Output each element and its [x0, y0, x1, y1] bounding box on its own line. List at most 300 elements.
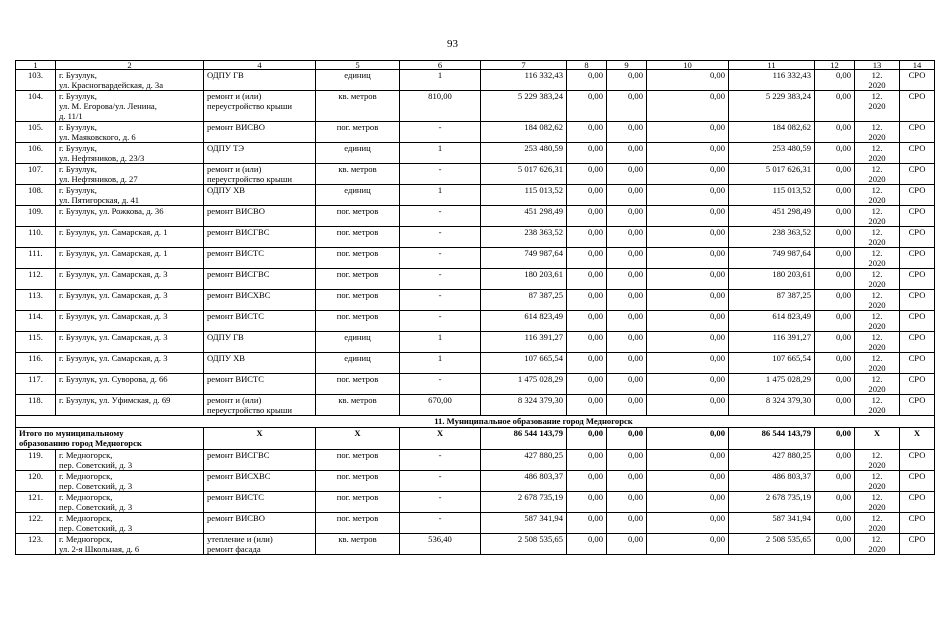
row-number-text: 119.: [28, 450, 43, 460]
address-cell-text: г. Медногорск,: [59, 471, 113, 481]
work-type-cell: [204, 290, 316, 311]
row-number: [16, 513, 56, 534]
work-type-cell-text: утепление и (или): [207, 534, 273, 544]
quantity-cell-text: -: [438, 311, 442, 321]
total-cost-cell-text: 180 203,61: [524, 269, 563, 279]
cost-col12-cell: [815, 311, 855, 332]
cost-col9-cell-text: 0,00: [627, 185, 643, 195]
total-source: [900, 428, 935, 450]
work-type-cell-text: ремонт ВИСВО: [207, 206, 265, 216]
address-cell-text: пер. Советский, д. 3: [59, 502, 133, 512]
total-col12: [815, 428, 855, 450]
deadline-cell: [855, 122, 900, 143]
address-cell-text: г. Бузулук, ул. Самарская, д. 1: [59, 248, 168, 258]
total-cost-cell-text: 2 678 735,19: [517, 492, 563, 502]
quantity-cell-text: -: [438, 206, 442, 216]
cost-col9-cell: [607, 534, 647, 555]
address-cell: [56, 513, 204, 534]
cost-col9-cell: [607, 395, 647, 416]
cost-col8-cell: [567, 492, 607, 513]
deadline-cell: [855, 269, 900, 290]
row-number-text: 123.: [27, 534, 44, 544]
cost-col9-cell: [607, 290, 647, 311]
cost-col11-cell: [729, 374, 815, 395]
total-cost-cell: [481, 513, 567, 534]
cost-col9-cell-text: 0,00: [627, 374, 643, 384]
cost-col9-cell: [607, 122, 647, 143]
deadline-cell-text: 2020: [868, 101, 886, 111]
cost-col11-cell: [729, 91, 815, 122]
cost-col9-cell-text: 0,00: [627, 227, 643, 237]
cost-col10-cell: [647, 332, 729, 353]
cost-col12-cell: [815, 269, 855, 290]
cost-col11-cell: [729, 450, 815, 471]
table-row: [16, 311, 935, 332]
cost-col12-cell-text: 0,00: [835, 269, 851, 279]
unit-cell-text: единиц: [344, 185, 371, 195]
quantity-cell: [400, 492, 481, 513]
quantity-cell: [400, 534, 481, 555]
work-type-cell-text: ОДПУ ХВ: [207, 353, 246, 363]
unit-cell: [316, 227, 400, 248]
work-type-cell-text: ОДПУ ГВ: [207, 332, 244, 342]
funding-source-cell: [900, 164, 935, 185]
col-header: 9: [607, 61, 647, 70]
cost-col10-cell-text: 0,00: [709, 513, 725, 523]
cost-col11-cell-text: 1 475 028,29: [765, 374, 811, 384]
col-header: 14: [900, 61, 935, 70]
address-cell: [56, 374, 204, 395]
cost-col8-cell-text: 0,00: [587, 332, 603, 342]
cost-col8-cell-text: 0,00: [587, 492, 603, 502]
unit-cell-text: пог. метров: [336, 206, 379, 216]
total-label-text: Итого по муниципальному: [19, 428, 124, 438]
funding-source-cell-text: СРО: [908, 311, 926, 321]
address-cell-text: д. 11/1: [59, 111, 83, 121]
table-row: [16, 164, 935, 185]
cost-col9-cell: [607, 374, 647, 395]
cost-col8-cell-text: 0,00: [587, 164, 603, 174]
address-cell-text: г. Медногорск,: [59, 513, 113, 523]
cost-col8-cell: [567, 185, 607, 206]
section-header-row: [16, 416, 935, 428]
cost-col10-cell: [647, 492, 729, 513]
cost-col10-cell-text: 0,00: [709, 450, 725, 460]
cost-col9-cell: [607, 164, 647, 185]
total-label: [16, 428, 204, 450]
cost-col9-cell-text: 0,00: [627, 450, 643, 460]
address-cell: [56, 492, 204, 513]
row-number: [16, 290, 56, 311]
total-cost-cell-text: 107 665,54: [524, 353, 563, 363]
total-sum: [481, 428, 567, 450]
cost-col9-cell: [607, 492, 647, 513]
deadline-cell: [855, 471, 900, 492]
col-header: 7: [481, 61, 567, 70]
cost-col10-cell: [647, 206, 729, 227]
cost-col9-cell: [607, 91, 647, 122]
work-type-cell-text: ремонт ВИСВО: [207, 122, 265, 132]
address-cell-text: г. Бузулук, ул. Самарская, д. 3: [59, 290, 168, 300]
funding-source-cell: [900, 122, 935, 143]
cost-col10-cell: [647, 122, 729, 143]
total-cost-cell: [481, 311, 567, 332]
cost-col11-cell: [729, 70, 815, 91]
cost-col10-cell-text: 0,00: [709, 185, 725, 195]
cost-col10-cell-text: 0,00: [709, 143, 725, 153]
table-row: [16, 534, 935, 555]
cost-col10-cell-text: 0,00: [709, 311, 725, 321]
funding-source-cell-text: СРО: [908, 143, 926, 153]
cost-col9-cell: [607, 450, 647, 471]
work-type-cell-text: ремонт и (или): [207, 395, 262, 405]
row-number-text: 115.: [28, 332, 43, 342]
total-cost-cell-text: 116 391,27: [524, 332, 563, 342]
unit-cell: [316, 248, 400, 269]
address-cell-text: г. Бузулук, ул. Самарская, д. 1: [59, 227, 168, 237]
work-type-cell: [204, 269, 316, 290]
total-cost-cell-text: 253 480,59: [524, 143, 563, 153]
row-number-text: 110.: [28, 227, 43, 237]
deadline-cell: [855, 143, 900, 164]
quantity-cell-text: 810,00: [428, 91, 452, 101]
deadline-cell: [855, 534, 900, 555]
table-row: [16, 122, 935, 143]
address-cell: [56, 122, 204, 143]
cost-col9-cell-text: 0,00: [627, 269, 643, 279]
address-cell: [56, 143, 204, 164]
cost-col9-cell-text: 0,00: [627, 534, 643, 544]
total-cost-cell: [481, 206, 567, 227]
total-cost-cell: [481, 332, 567, 353]
row-number-text: 109.: [27, 206, 44, 216]
table-row: [16, 353, 935, 374]
cost-col8-cell-text: 0,00: [587, 122, 603, 132]
col-header: 12: [815, 61, 855, 70]
cost-col9-cell: [607, 248, 647, 269]
deadline-cell: [855, 353, 900, 374]
funding-source-cell: [900, 290, 935, 311]
work-type-cell-text: ремонт ВИСГВС: [207, 227, 270, 237]
cost-col10-cell-text: 0,00: [709, 122, 725, 132]
work-type-cell-text: ремонт фасада: [207, 544, 261, 554]
total-cost-cell: [481, 374, 567, 395]
address-cell: [56, 164, 204, 185]
page-number: 93: [447, 38, 458, 50]
cost-col8-cell-text: 0,00: [587, 290, 603, 300]
cost-col9-cell: [607, 70, 647, 91]
total-label-text: образованию город Медногорск: [19, 438, 142, 448]
work-type-cell: [204, 374, 316, 395]
row-number: [16, 332, 56, 353]
quantity-cell: [400, 164, 481, 185]
cost-col8-cell: [567, 91, 607, 122]
total-cost-cell: [481, 122, 567, 143]
deadline-cell-text: 2020: [868, 363, 886, 373]
cost-col10-cell: [647, 450, 729, 471]
cost-col8-cell-text: 0,00: [587, 143, 603, 153]
row-number: [16, 185, 56, 206]
cost-col10-cell: [647, 395, 729, 416]
deadline-cell-text: 2020: [868, 342, 886, 352]
cost-col12-cell: [815, 91, 855, 122]
cost-col9-cell-text: 0,00: [627, 311, 643, 321]
cost-col12-cell: [815, 513, 855, 534]
cost-col8-cell-text: 0,00: [587, 206, 603, 216]
table-row: [16, 492, 935, 513]
address-cell-text: ул. Нефтяников, д. 27: [59, 174, 138, 184]
row-number-text: 117.: [28, 374, 43, 384]
cost-col10-cell-text: 0,00: [709, 248, 725, 258]
row-number: [16, 492, 56, 513]
cost-col8-cell: [567, 70, 607, 91]
cost-col11-cell-text: 107 665,54: [772, 353, 811, 363]
table-row: [16, 290, 935, 311]
total-cost-cell-text: 749 987,64: [524, 248, 563, 258]
quantity-cell-text: 670,00: [428, 395, 452, 405]
deadline-cell-text: 12.: [871, 164, 883, 174]
work-type-cell: [204, 70, 316, 91]
unit-cell-text: единиц: [344, 332, 371, 342]
deadline-cell: [855, 374, 900, 395]
unit-cell: [316, 164, 400, 185]
total-cost-cell-text: 238 363,52: [524, 227, 563, 237]
total-unit-text: X: [354, 428, 361, 438]
cost-col8-cell-text: 0,00: [587, 513, 603, 523]
cost-col9-cell-text: 0,00: [627, 353, 643, 363]
deadline-cell-text: 2020: [868, 460, 886, 470]
funding-source-cell: [900, 395, 935, 416]
deadline-cell-text: 12.: [871, 143, 883, 153]
cost-col11-cell: [729, 534, 815, 555]
deadline-cell: [855, 164, 900, 185]
table-row: [16, 143, 935, 164]
quantity-cell-text: -: [438, 492, 442, 502]
cost-col10-cell-text: 0,00: [709, 353, 725, 363]
funding-source-cell: [900, 471, 935, 492]
cost-col9-cell-text: 0,00: [627, 332, 643, 342]
total-cost-cell-text: 115 013,52: [524, 185, 563, 195]
address-cell-text: г. Медногорск,: [59, 534, 113, 544]
total-sum-text: 86 544 143,79: [513, 428, 563, 438]
address-cell-text: г. Бузулук, ул. Суворова, д. 66: [59, 374, 168, 384]
cost-col8-cell: [567, 248, 607, 269]
cost-col9-cell-text: 0,00: [627, 122, 643, 132]
row-number: [16, 269, 56, 290]
cost-col10-cell-text: 0,00: [709, 91, 725, 101]
cost-col12-cell-text: 0,00: [835, 332, 851, 342]
address-cell-text: г. Бузулук, ул. Самарская, д. 3: [59, 332, 168, 342]
total-qty-text: X: [436, 428, 444, 438]
quantity-cell: [400, 471, 481, 492]
address-cell-text: г. Медногорск,: [59, 492, 113, 502]
cost-col8-cell-text: 0,00: [587, 227, 603, 237]
deadline-cell-text: 12.: [871, 374, 883, 384]
work-type-cell: [204, 471, 316, 492]
total-col8: [567, 428, 607, 450]
col-header: 1: [16, 61, 56, 70]
funding-source-cell-text: СРО: [908, 164, 926, 174]
cost-col8-cell-text: 0,00: [587, 269, 603, 279]
address-cell: [56, 227, 204, 248]
total-cost-cell-text: 1 475 028,29: [517, 374, 563, 384]
work-type-cell: [204, 248, 316, 269]
address-cell-text: г. Бузулук, ул. Самарская, д. 3: [59, 353, 168, 363]
address-cell-text: г. Бузулук,: [59, 164, 97, 174]
cost-col8-cell-text: 0,00: [587, 374, 603, 384]
address-cell-text: пер. Советский, д. 3: [59, 523, 133, 533]
col-header: 5: [316, 61, 400, 70]
quantity-cell-text: -: [438, 513, 442, 523]
cost-col10-cell: [647, 185, 729, 206]
funding-source-cell-text: СРО: [908, 122, 926, 132]
funding-source-cell-text: СРО: [908, 513, 926, 523]
cost-col8-cell-text: 0,00: [587, 185, 603, 195]
funding-source-cell-text: СРО: [908, 185, 926, 195]
cost-col12-cell-text: 0,00: [835, 185, 851, 195]
funding-source-cell-text: СРО: [908, 450, 926, 460]
cost-col10-cell-text: 0,00: [709, 374, 725, 384]
quantity-cell-text: 1: [437, 70, 443, 80]
deadline-cell-text: 12.: [871, 248, 883, 258]
quantity-cell-text: -: [438, 450, 442, 460]
cost-col9-cell: [607, 227, 647, 248]
table-row: [16, 471, 935, 492]
total-deadline-text: X: [873, 428, 881, 438]
funding-source-cell-text: СРО: [908, 91, 926, 101]
deadline-cell: [855, 91, 900, 122]
repair-register-table: [15, 60, 935, 555]
total-cost-cell: [481, 227, 567, 248]
address-cell-text: г. Бузулук, ул. Самарская, д. 3: [59, 311, 168, 321]
unit-cell: [316, 206, 400, 227]
quantity-cell: [400, 513, 481, 534]
quantity-cell-text: 1: [437, 332, 443, 342]
quantity-cell: [400, 91, 481, 122]
cost-col12-cell-text: 0,00: [835, 164, 851, 174]
deadline-cell-text: 12.: [871, 534, 883, 544]
cost-col11-cell-text: 427 880,25: [772, 450, 811, 460]
funding-source-cell-text: СРО: [908, 353, 926, 363]
work-type-cell: [204, 311, 316, 332]
deadline-cell: [855, 395, 900, 416]
address-cell-text: г. Бузулук, ул. Уфимская, д. 69: [59, 395, 171, 405]
cost-col8-cell: [567, 450, 607, 471]
cost-col10-cell-text: 0,00: [709, 492, 725, 502]
quantity-cell: [400, 143, 481, 164]
col-header: 10: [647, 61, 729, 70]
cost-col12-cell: [815, 185, 855, 206]
funding-source-cell-text: СРО: [908, 269, 926, 279]
deadline-cell: [855, 185, 900, 206]
cost-col12-cell-text: 0,00: [835, 122, 851, 132]
deadline-cell-text: 12.: [871, 492, 883, 502]
unit-cell: [316, 143, 400, 164]
cost-col9-cell: [607, 332, 647, 353]
work-type-cell: [204, 206, 316, 227]
row-number: [16, 91, 56, 122]
cost-col11-cell-text: 5 017 626,31: [765, 164, 811, 174]
cost-col12-cell-text: 0,00: [835, 248, 851, 258]
cost-col12-cell-text: 0,00: [835, 353, 851, 363]
address-cell-text: г. Бузулук, ул. Самарская, д. 3: [59, 269, 168, 279]
row-number: [16, 143, 56, 164]
quantity-cell: [400, 353, 481, 374]
total-deadline: [855, 428, 900, 450]
cost-col12-cell-text: 0,00: [835, 534, 851, 544]
unit-cell: [316, 122, 400, 143]
funding-source-cell-text: СРО: [908, 227, 926, 237]
work-type-cell-text: ремонт ВИСВО: [207, 513, 265, 523]
deadline-cell-text: 12.: [871, 311, 883, 321]
table-row: [16, 70, 935, 91]
table-row: [16, 513, 935, 534]
unit-cell-text: единиц: [344, 353, 371, 363]
row-number: [16, 248, 56, 269]
cost-col9-cell: [607, 471, 647, 492]
cost-col10-cell: [647, 534, 729, 555]
funding-source-cell: [900, 206, 935, 227]
cost-col10-cell: [647, 227, 729, 248]
total-cost-cell: [481, 70, 567, 91]
cost-col9-cell-text: 0,00: [627, 248, 643, 258]
cost-col8-cell: [567, 122, 607, 143]
funding-source-cell: [900, 269, 935, 290]
total-cost-cell-text: 614 823,49: [524, 311, 563, 321]
work-type-cell-text: ремонт ВИСТС: [207, 374, 265, 384]
quantity-cell: [400, 450, 481, 471]
total-work-text: X: [256, 428, 263, 438]
row-number-text: 113.: [28, 290, 43, 300]
section-title: 11. Муниципальное образование город Медногорск: [16, 416, 935, 428]
table-row: [16, 185, 935, 206]
funding-source-cell: [900, 353, 935, 374]
deadline-cell: [855, 492, 900, 513]
deadline-cell: [855, 206, 900, 227]
row-number-text: 107.: [27, 164, 44, 174]
cost-col11-cell-text: 115 013,52: [772, 185, 811, 195]
funding-source-cell: [900, 534, 935, 555]
work-type-cell: [204, 143, 316, 164]
deadline-cell-text: 2020: [868, 279, 886, 289]
cost-col12-cell-text: 0,00: [835, 492, 851, 502]
work-type-cell: [204, 450, 316, 471]
deadline-cell-text: 2020: [868, 174, 886, 184]
cost-col12-cell: [815, 227, 855, 248]
cost-col8-cell-text: 0,00: [587, 534, 603, 544]
row-number: [16, 534, 56, 555]
quantity-cell: [400, 122, 481, 143]
row-number: [16, 311, 56, 332]
cost-col10-cell-text: 0,00: [709, 534, 725, 544]
quantity-cell: [400, 332, 481, 353]
work-type-cell: [204, 513, 316, 534]
deadline-cell: [855, 332, 900, 353]
unit-cell: [316, 185, 400, 206]
table-row: [16, 206, 935, 227]
address-cell-text: г. Бузулук,: [59, 91, 97, 101]
work-type-cell: [204, 122, 316, 143]
funding-source-cell-text: СРО: [908, 492, 926, 502]
cost-col12-cell: [815, 534, 855, 555]
cost-col11-cell: [729, 185, 815, 206]
cost-col8-cell-text: 0,00: [587, 311, 603, 321]
total-cost-cell: [481, 450, 567, 471]
deadline-cell-text: 12.: [871, 70, 883, 80]
deadline-cell-text: 2020: [868, 132, 886, 142]
row-number-text: 116.: [28, 353, 43, 363]
row-number-text: 114.: [28, 311, 43, 321]
